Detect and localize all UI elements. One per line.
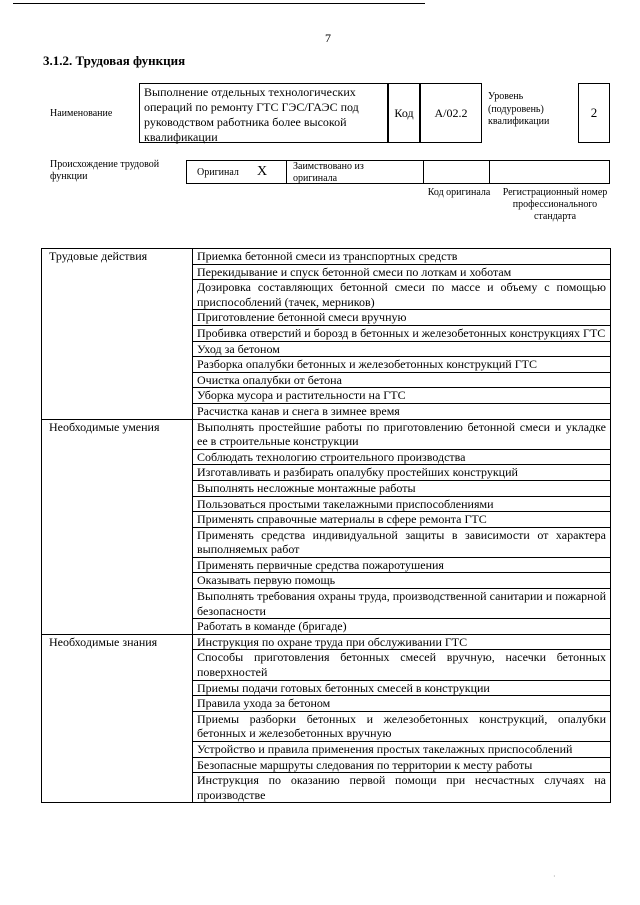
item-cell: Очистка опалубки от бетона	[193, 372, 611, 388]
item-cell: Устройство и правила применения простых такелажных приспособлений	[193, 742, 611, 758]
function-name-box: Выполнение отдельных технологических операций по ремонту ГТС ГЭС/ГАЭС под руководством работника более высокой квалификации	[139, 83, 388, 143]
code-value: A/02.2	[420, 83, 482, 143]
scan-mark: ·	[553, 872, 556, 881]
function-details-table	[41, 248, 611, 803]
reg-number-caption: Регистрационный номер профессионального стандарта	[502, 187, 608, 222]
original-mark: X	[257, 164, 268, 179]
item-cell: Инструкция по охране труда при обслуживании ГТС	[193, 634, 611, 650]
name-label: Наименование	[50, 108, 113, 119]
origin-original-cell	[186, 160, 287, 184]
item-cell: Расчистка канав и снега в зимнее время	[193, 403, 611, 419]
origin-label: Происхождение трудовой функции	[50, 159, 160, 182]
category-cell: Необходимые умения	[42, 419, 193, 634]
origin-reg-cell	[490, 160, 610, 184]
item-cell: Применять справочные материалы в сфере ремонта ГТС	[193, 512, 611, 528]
item-cell: Приготовление бетонной смеси вручную	[193, 310, 611, 326]
level-label: Уровень (подуровень) квалификации	[488, 91, 550, 127]
item-cell: Безопасные маршруты следования по территории к месту работы	[193, 757, 611, 773]
code-label: Код	[388, 83, 420, 143]
item-cell: Пробивка отверстий и борозд в бетонных и железобетонных конструкциях ГТС	[193, 325, 611, 341]
item-cell: Дозировка составляющих бетонной смеси по массе и объему с помощью приспособлений (тачек, мерников)	[193, 280, 611, 310]
category-cell: Необходимые знания	[42, 634, 193, 803]
item-cell: Работать в команде (бригаде)	[193, 619, 611, 635]
item-cell: Выполнять требования охраны труда, производственной санитарии и пожарной безопасности	[193, 589, 611, 619]
original-label: Оригинал	[197, 167, 239, 178]
table-row	[42, 249, 611, 265]
item-cell: Оказывать первую помощь	[193, 573, 611, 589]
item-cell: Применять первичные средства пожаротушения	[193, 557, 611, 573]
borrowed-label: Заимствовано из оригинала	[293, 161, 364, 184]
item-cell: Уборка мусора и растительности на ГТС	[193, 388, 611, 404]
item-cell: Приемы разборки бетонных и железобетонных конструкций, опалубки бетонных и железобетонных вручную	[193, 711, 611, 741]
origin-code-cell	[424, 160, 490, 184]
item-cell: Приемка бетонной смеси из транспортных средств	[193, 249, 611, 265]
item-cell: Выполнять несложные монтажные работы	[193, 480, 611, 496]
table-row	[42, 419, 611, 449]
item-cell: Изготавливать и разбирать опалубку простейших конструкций	[193, 465, 611, 481]
item-cell: Применять средства индивидуальной защиты в зависимости от характера выполняемых работ	[193, 527, 611, 557]
category-cell: Трудовые действия	[42, 249, 193, 420]
item-cell: Правила ухода за бетоном	[193, 696, 611, 712]
level-value: 2	[578, 83, 610, 143]
origin-borrowed-cell	[287, 160, 424, 184]
item-cell: Пользоваться простыми такелажными приспособлениями	[193, 496, 611, 512]
item-cell: Способы приготовления бетонных смесей вручную, насечки бетонных поверхностей	[193, 650, 611, 680]
item-cell: Приемы подачи готовых бетонных смесей в конструкции	[193, 680, 611, 696]
item-cell: Перекидывание и спуск бетонной смеси по лоткам и хоботам	[193, 264, 611, 280]
item-cell: Уход за бетоном	[193, 341, 611, 357]
page-number: 7	[325, 31, 331, 45]
section-title: 3.1.2. Трудовая функция	[43, 53, 186, 68]
origin-row	[186, 160, 610, 184]
code-caption: Код оригинала	[427, 187, 491, 198]
item-cell: Инструкция по оказанию первой помощи при несчастных случаях на производстве	[193, 773, 611, 803]
table-row	[42, 634, 611, 650]
item-cell: Разборка опалубки бетонных и железобетонных конструкций ГТС	[193, 357, 611, 373]
item-cell: Выполнять простейшие работы по приготовлению бетонной смеси и укладке ее в строительные конструкции	[193, 419, 611, 449]
top-rule	[13, 3, 425, 4]
item-cell: Соблюдать технологию строительного производства	[193, 449, 611, 465]
